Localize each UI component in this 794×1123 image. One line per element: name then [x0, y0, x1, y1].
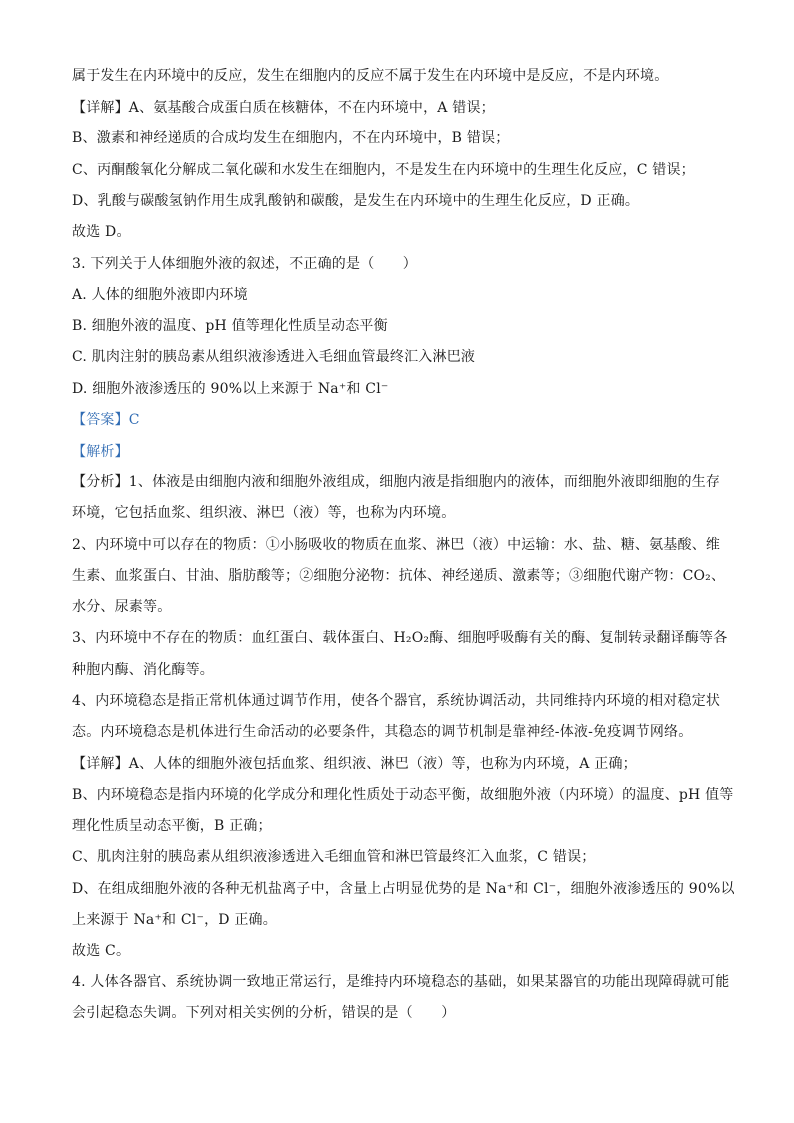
analysis-line: 生素、血浆蛋白、甘油、脂肪酸等；②细胞分泌物：抗体、神经递质、激素等；③细胞代谢产物：CO₂、	[72, 568, 726, 584]
analysis-line: 2、内环境中可以存在的物质：①小肠吸收的物质在血浆、淋巴（液）中运输：水、盐、糖、氨基酸、维	[72, 537, 721, 553]
answer-choice-line: 故选 C。	[72, 943, 131, 959]
analysis-line: 种胞内酶、消化酶等。	[72, 662, 214, 678]
detail-line: 【详解】A、氨基酸合成蛋白质在核糖体，不在内环境中，A 错误；	[72, 100, 495, 116]
option-d: D. 细胞外液渗透压的 90%以上来源于 Na⁺和 Cl⁻	[72, 381, 389, 397]
detail-line: B、内环境稳态是指内环境的化学成分和理化性质处于动态平衡，故细胞外液（内环境）的温度、pH 值等	[72, 787, 734, 803]
analysis-line: 3、内环境中不存在的物质：血红蛋白、载体蛋白、H₂O₂酶、细胞呼吸酶有关的酶、复制转录翻译酶等各	[72, 630, 728, 646]
option-a: A. 人体的细胞外液即内环境	[72, 287, 248, 303]
analysis-line: 【分析】1、体液是由细胞内液和细胞外液组成，细胞内液是指细胞内的液体，而细胞外液即细胞的生存	[72, 474, 721, 490]
detail-line: C、丙酮酸氧化分解成二氧化碳和水发生在细胞内，不是发生在内环境中的生理生化反应，C 错误；	[72, 162, 695, 178]
detail-line: D、在组成细胞外液的各种无机盐离子中，含量上占明显优势的是 Na⁺和 Cl⁻，细胞外液渗透压的 90%以	[72, 881, 735, 897]
question-stem: 3. 下列关于人体细胞外液的叙述，不正确的是（ ）	[72, 256, 418, 272]
detail-line: 上来源于 Na⁺和 Cl⁻，D 正确。	[72, 912, 277, 928]
analysis-line: 环境，它包括血浆、组织液、淋巴（液）等，也称为内环境。	[72, 505, 456, 521]
answer-label: 【答案】C	[72, 412, 140, 428]
option-b: B. 细胞外液的温度、pH 值等理化性质呈动态平衡	[72, 318, 388, 334]
analysis-label: 【解析】	[72, 444, 129, 460]
detail-line: C、肌肉注射的胰岛素从组织液渗透进入毛细血管和淋巴管最终汇入血浆，C 错误；	[72, 849, 596, 865]
explanation-line: 属于发生在内环境中的反应，发生在细胞内的反应不属于发生在内环境中是反应，不是内环境。	[72, 68, 669, 84]
question-stem: 会引起稳态失调。下列对相关实例的分析，错误的是（ ）	[72, 1005, 456, 1021]
answer-choice-line: 故选 D。	[72, 224, 131, 240]
detail-line: 理化性质呈动态平衡，B 正确；	[72, 818, 272, 834]
option-c: C. 肌肉注射的胰岛素从组织液渗透进入毛细血管最终汇入淋巴液	[72, 349, 476, 365]
analysis-line: 4、内环境稳态是指正常机体通过调节作用，使各个器官，系统协调活动，共同维持内环境的相对稳定状	[72, 693, 721, 709]
detail-line: B、激素和神经递质的合成均发生在细胞内，不在内环境中，B 错误；	[72, 130, 510, 146]
detail-line: D、乳酸与碳酸氢钠作用生成乳酸钠和碳酸，是发生在内环境中的生理生化反应，D 正确。	[72, 193, 640, 209]
detail-line: 【详解】A、人体的细胞外液包括血浆、组织液、淋巴（液）等，也称为内环境，A 正确；	[72, 756, 637, 772]
analysis-line: 态。内环境稳态是机体进行生命活动的必要条件，其稳态的调节机制是靠神经-体液-免疫调节网络。	[72, 724, 693, 740]
question-stem: 4. 人体各器官、系统协调一致地正常运行，是维持内环境稳态的基础，如果某器官的功能出现障碍就可能	[72, 974, 730, 990]
analysis-line: 水分、尿素等。	[72, 599, 172, 615]
